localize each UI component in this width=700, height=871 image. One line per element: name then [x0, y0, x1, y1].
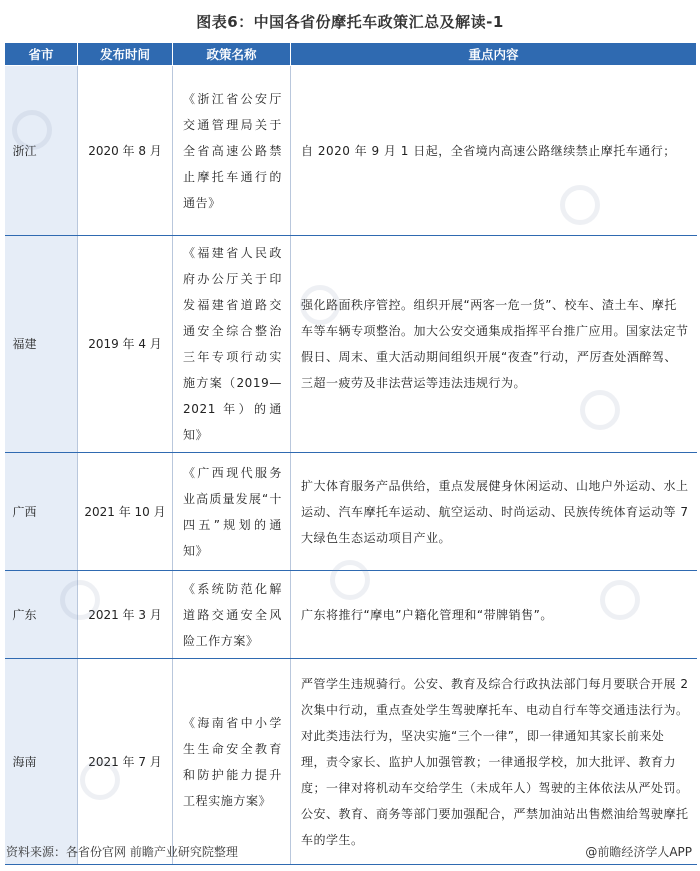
source-note: 资料来源：各省份官网 前瞻产业研究院整理 — [6, 845, 238, 859]
table-row — [5, 236, 697, 453]
chart-title: 图表6：中国各省份摩托车政策汇总及解读-1 — [196, 13, 504, 31]
date-cell: 2019 年 4 月 — [78, 236, 173, 453]
table-row — [5, 659, 697, 865]
table-row — [5, 571, 697, 659]
key-content-cell: 扩大体育服务产品供给，重点发展健身休闲运动、山地户外运动、水上运动、汽车摩托车运动、航空运动、时尚运动、民族传统体育运动等 7 大绿色生态运动项目产业。 — [291, 453, 697, 571]
date-cell: 2021 年 3 月 — [78, 571, 173, 659]
table-header-row — [5, 43, 697, 66]
key-content-cell: 广东将推行“摩电”户籍化管理和“带牌销售”。 — [291, 571, 697, 659]
province-cell: 浙江 — [5, 66, 78, 236]
policy-name-cell: 《浙江省公安厅交通管理局关于全省高速公路禁止摩托车通行的通告》 — [173, 66, 291, 236]
table-row — [5, 66, 697, 236]
key-content-cell: 自 2020 年 9 月 1 日起，全省境内高速公路继续禁止摩托车通行； — [291, 66, 697, 236]
policy-name-cell: 《系统防范化解道路交通安全风险工作方案》 — [173, 571, 291, 659]
date-cell: 2021 年 10 月 — [78, 453, 173, 571]
header-date: 发布时间 — [78, 43, 173, 66]
brand-credit: @前瞻经济学人APP — [585, 845, 692, 859]
province-cell: 广西 — [5, 453, 78, 571]
policy-name-cell: 《福建省人民政府办公厅关于印发福建省道路交通安全综合整治三年专项行动实施方案（2019—2021 年）的通知》 — [173, 236, 291, 453]
key-content-cell: 强化路面秩序管控。组织开展“两客一危一货”、校车、渣土车、摩托车等车辆专项整治。加大公安交通集成指挥平台推广应用。国家法定节假日、周末、重大活动期间组织开展“夜查”行动，严厉查处酒醉驾、三超一疲劳及非法营运等违法违规行为。 — [291, 236, 697, 453]
date-cell: 2020 年 8 月 — [78, 66, 173, 236]
header-province: 省市 — [5, 43, 78, 66]
date-cell: 2021 年 7 月 — [78, 659, 173, 865]
header-key-content: 重点内容 — [291, 43, 697, 66]
policy-name-cell: 《广西现代服务业高质量发展“十四五”规划的通知》 — [173, 453, 291, 571]
header-policy-name: 政策名称 — [173, 43, 291, 66]
policy-name-cell: 《海南省中小学生生命安全教育和防护能力提升工程实施方案》 — [173, 659, 291, 865]
province-cell: 广东 — [5, 571, 78, 659]
key-content-cell: 严管学生违规骑行。公安、教育及综合行政执法部门每月要联合开展 2 次集中行动，重点查处学生驾驶摩托车、电动自行车等交通违法行为。对此类违法行为，坚决实施“三个一律”，即一律通知其家长前来处理，责令家长、监护人加强管教；一律通报学校，加大批评、教育力度；一律对将机动车交给学生（未成年人）驾驶的主体依法从严处罚。公安、教育、商务等部门要加强配合，严禁加油站出售燃油给驾驶摩托车的学生。 — [291, 659, 697, 865]
table-row — [5, 453, 697, 571]
province-cell: 海南 — [5, 659, 78, 865]
province-cell: 福建 — [5, 236, 78, 453]
policy-table — [4, 42, 697, 865]
